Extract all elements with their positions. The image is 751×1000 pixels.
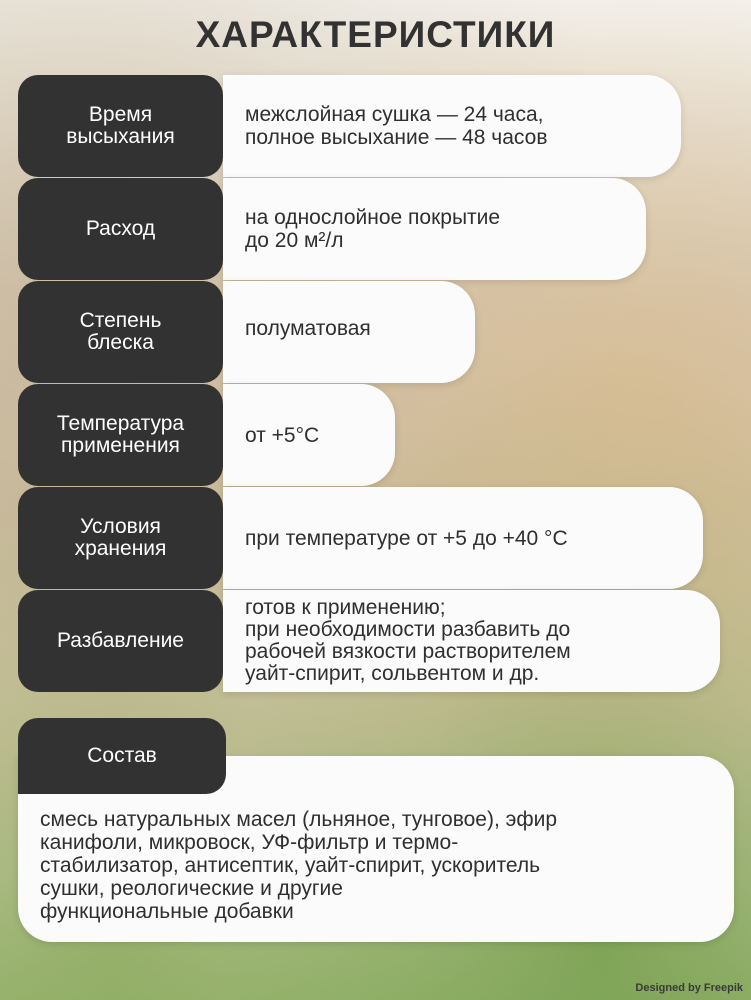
spec-value [223,590,720,692]
label-line: применения [61,434,180,457]
spec-value [223,281,475,383]
label-line: Степень [79,309,162,332]
value-line: рабочей вязкости растворителем [245,640,571,663]
value-line: на однослойное покрытие [245,206,501,229]
value-line: смесь натуральных масел (льняное, тунговое), эфир [40,808,558,831]
spec-label [18,75,223,177]
value-line: готов к применению; [245,596,446,619]
spec-label [18,590,223,692]
spec-value [223,487,703,589]
page-title: ХАРАКТЕРИСТИКИ [195,14,556,55]
value-line: функциональные добавки [40,900,294,923]
value-line: сушки, реологические и другие [40,877,343,900]
value-line: полуматовая [245,317,371,340]
spec-label [18,487,223,589]
spec-row-composition [18,718,734,944]
value-line: уайт-спирит, сольвентом и др. [245,662,540,685]
spec-label [18,178,223,280]
value-line: полное высыхание — 48 часов [245,126,548,149]
label-line: Разбавление [57,629,184,652]
value-line: канифоли, микровоск, УФ-фильтр и термо- [40,831,459,854]
value-line: при температуре от +5 до +40 °С [245,526,568,550]
label-line: хранения [74,537,167,560]
spec-value [223,384,395,486]
label-line: Расход [85,217,156,240]
spec-label [18,384,223,486]
label-line: Время [88,103,153,126]
label-line: высыхания [66,125,175,148]
value-line: от +5°С [245,423,320,447]
spec-label [18,281,223,383]
value-line: межслойная сушка — 24 часа, [245,103,544,126]
value-line: до 20 м²/л [245,229,344,252]
value-line: стабилизатор, антисептик, уайт-спирит, ускоритель [40,854,541,877]
spec-value [223,178,646,280]
composition-label: Состав [18,718,226,794]
value-line: при необходимости разбавить до [245,618,571,641]
designer-credit: Designed by Freepik [635,982,743,994]
label-line: блеска [87,331,154,354]
label-line: Условия [80,515,161,538]
spec-value [223,75,681,177]
label-line: Температура [56,412,185,435]
